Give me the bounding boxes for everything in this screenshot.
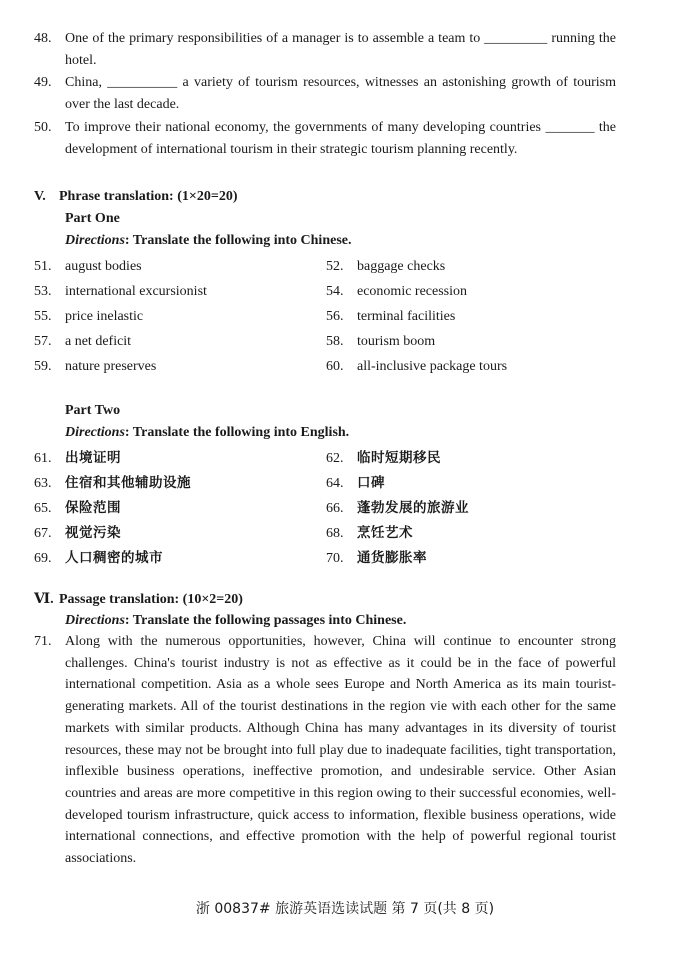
phrase-item (34, 356, 156, 378)
phrase-item (326, 306, 455, 328)
phrase-item (34, 306, 143, 328)
part-one-directions (65, 230, 352, 252)
item-text: august bodies (65, 259, 142, 274)
item-number: 61. (34, 451, 52, 466)
question-50 (34, 117, 616, 161)
phrase-item (34, 547, 163, 570)
phrase-item (326, 547, 427, 570)
item-number: 70. (326, 551, 344, 566)
directions-label: Directions (65, 613, 125, 628)
item-text: 通货膨胀率 (357, 550, 427, 566)
section-6-heading (34, 589, 243, 611)
phrase-item (34, 331, 131, 353)
passage-71 (34, 631, 616, 870)
item-text: price inelastic (65, 309, 144, 324)
item-number: 66. (326, 501, 344, 516)
phrase-item (326, 497, 469, 520)
item-number: 58. (326, 334, 344, 349)
question-text: One of the primary responsibilities of a manager is to assemble a team to _________ running the hotel. (65, 31, 616, 68)
question-number: 50. (34, 120, 52, 135)
item-text: 烹饪艺术 (357, 525, 413, 541)
item-text: terminal facilities (357, 309, 456, 324)
question-49 (34, 72, 616, 116)
section-6-directions (65, 610, 406, 632)
item-number: 59. (34, 359, 52, 374)
phrase-item (326, 522, 413, 545)
directions-label: Directions (65, 425, 125, 440)
item-text: nature preserves (65, 359, 157, 374)
phrase-item (326, 281, 467, 303)
part-two-label: Part Two (65, 403, 121, 418)
item-text: 临时短期移民 (357, 450, 441, 466)
item-text: 口碑 (357, 475, 385, 491)
item-number: 65. (34, 501, 52, 516)
item-text: 蓬勃发展的旅游业 (357, 500, 469, 516)
item-number: 68. (326, 526, 344, 541)
item-text: 人口稠密的城市 (65, 550, 163, 566)
item-text: tourism boom (357, 334, 436, 349)
item-number: 51. (34, 259, 52, 274)
item-number: 64. (326, 476, 344, 491)
directions-text: : Translate the following into English. (124, 425, 350, 440)
item-text: baggage checks (357, 259, 446, 274)
question-number: 49. (34, 75, 52, 90)
item-number: 67. (34, 526, 52, 541)
item-text: all-inclusive package tours (357, 359, 508, 374)
phrase-item (34, 472, 191, 495)
phrase-item (34, 497, 121, 520)
item-number: 63. (34, 476, 52, 491)
question-number: 48. (34, 31, 52, 46)
part-one-label: Part One (65, 211, 120, 226)
phrase-item (34, 522, 121, 545)
item-text: international excursionist (65, 284, 207, 299)
question-text: To improve their national economy, the governments of many developing countries _______ the development of international tourism in their strategic tourism planning recently. (65, 120, 616, 157)
directions-text: : Translate the following passages into Chinese. (124, 613, 407, 628)
part-two-directions (65, 422, 349, 444)
phrase-item (326, 331, 435, 353)
section-title: Passage translation: (10×2=20) (59, 592, 243, 607)
section-title: Phrase translation: (1×20=20) (59, 189, 238, 204)
item-text: economic recession (357, 284, 468, 299)
section-5-heading (34, 186, 238, 208)
section-numeral: Ⅵ. (34, 592, 54, 607)
item-number: 60. (326, 359, 344, 374)
directions-text: : Translate the following into Chinese. (124, 233, 352, 248)
item-number: 56. (326, 309, 344, 324)
question-48 (34, 28, 616, 72)
phrase-item (326, 356, 507, 378)
item-number: 69. (34, 551, 52, 566)
item-text: 视觉污染 (65, 525, 121, 541)
phrase-item (34, 281, 207, 303)
item-number: 54. (326, 284, 344, 299)
phrase-item (326, 472, 385, 495)
section-numeral: V. (34, 189, 46, 204)
item-number: 52. (326, 259, 344, 274)
phrase-item (34, 447, 121, 470)
phrase-item (326, 447, 441, 470)
item-text: 保险范围 (65, 500, 121, 516)
passage-text: Along with the numerous opportunities, however, China will continue to encounter strong challenges. China's tourist industry is not as effective as it could be in the face of powerful international competition. Asia as a whole sees Europe and North America as its main tourist-generating markets. All of the tourist destinations in the region vie with each other for the same markets with similar products. Although China has many advantages in its diversity of tourist resources, these may not be brought into full play due to inadequate facilities, tight transportation, inflexible business operations, ineffective promotion, and undesirable service. Other Asian countries and areas are more competitive in this region owing to their successful economies, well-developed tourism infrastructure, quick access to information, flexible business operations, wide international connections, and effective promotion with the help of powerful regional tourist associations. (65, 634, 616, 867)
item-number: 62. (326, 451, 344, 466)
item-number: 57. (34, 334, 52, 349)
phrase-item (34, 256, 142, 278)
directions-label: Directions (65, 233, 125, 248)
phrase-item (326, 256, 445, 278)
question-text: China, __________ a variety of tourism resources, witnesses an astonishing growth of tourism over the last decade. (65, 75, 616, 112)
page-footer: 浙 00837# 旅游英语选读试题 第 7 页(共 8 页) (195, 901, 495, 917)
item-number: 53. (34, 284, 52, 299)
item-text: 住宿和其他辅助设施 (65, 475, 191, 491)
passage-number: 71. (34, 634, 52, 649)
item-number: 55. (34, 309, 52, 324)
item-text: a net deficit (65, 334, 132, 349)
item-text: 出境证明 (65, 450, 121, 466)
